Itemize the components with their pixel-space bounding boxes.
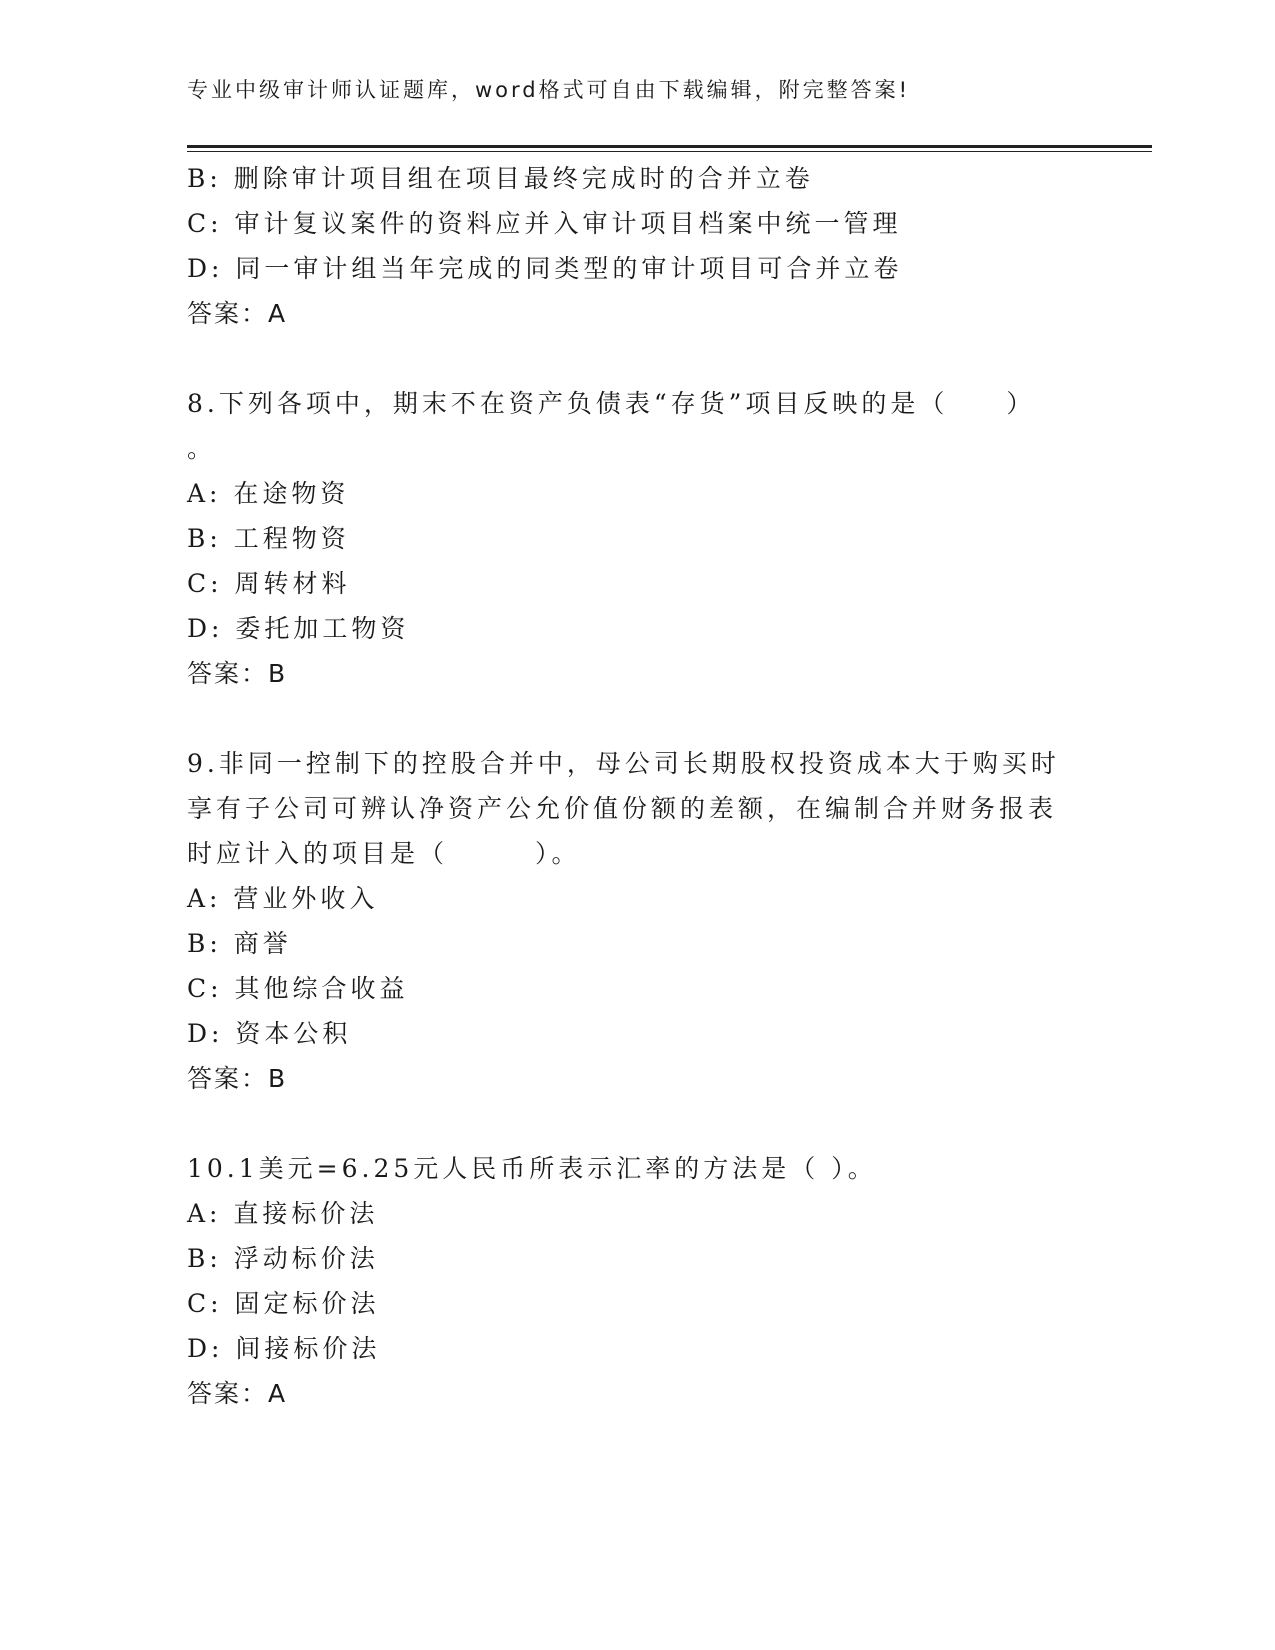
option-c: C: 审计复议案件的资料应并入审计项目档案中统一管理 (187, 209, 902, 238)
option-a: A: 在途物资 (187, 479, 350, 508)
question-stem-cont: 。 (187, 434, 217, 463)
question-stem: 9.非同一控制下的控股合并中，母公司长期股权投资成本大于购买时 (187, 749, 1060, 778)
option-d: D: 间接标价法 (187, 1334, 381, 1363)
option-b: B: 工程物资 (187, 524, 350, 553)
option-d: D: 同一审计组当年完成的同类型的审计项目可合并立卷 (187, 254, 903, 283)
option-c: C: 周转材料 (187, 569, 351, 598)
option-d: D: 资本公积 (187, 1019, 352, 1048)
question-stem-cont: 时应计入的项目是（ ）。 (187, 839, 581, 868)
question-stem-cont: 享有子公司可辨认净资产公允价值份额的差额，在编制合并财务报表 (187, 794, 1058, 823)
header-rule-thin (187, 151, 1152, 152)
answer: 答案：B (187, 659, 288, 688)
option-d: D: 委托加工物资 (187, 614, 410, 643)
page-header: 专业中级审计师认证题库，word格式可自由下载编辑，附完整答案! (187, 78, 911, 102)
question-list (187, 156, 1067, 1416)
option-c: C: 固定标价法 (187, 1289, 380, 1318)
answer: 答案：B (187, 1064, 288, 1093)
header-rule-thick (187, 145, 1152, 148)
option-b: B: 删除审计项目组在项目最终完成时的合并立卷 (187, 164, 814, 193)
option-c: C: 其他综合收益 (187, 974, 409, 1003)
question-stem: 8.下列各项中，期末不在资产负债表“存货”项目反映的是（ ） (187, 389, 1036, 418)
option-b: B: 浮动标价法 (187, 1244, 379, 1273)
question-8 (187, 381, 1067, 696)
option-a: A: 营业外收入 (187, 884, 379, 913)
option-b: B: 商誉 (187, 929, 292, 958)
question-9 (187, 741, 1067, 1101)
question-10 (187, 1146, 1067, 1416)
answer: 答案：A (187, 299, 288, 328)
question-7-tail (187, 156, 1067, 336)
answer: 答案：A (187, 1379, 288, 1408)
option-a: A: 直接标价法 (187, 1199, 379, 1228)
question-stem: 10.1美元=6.25元人民币所表示汇率的方法是（ ）。 (187, 1154, 877, 1183)
